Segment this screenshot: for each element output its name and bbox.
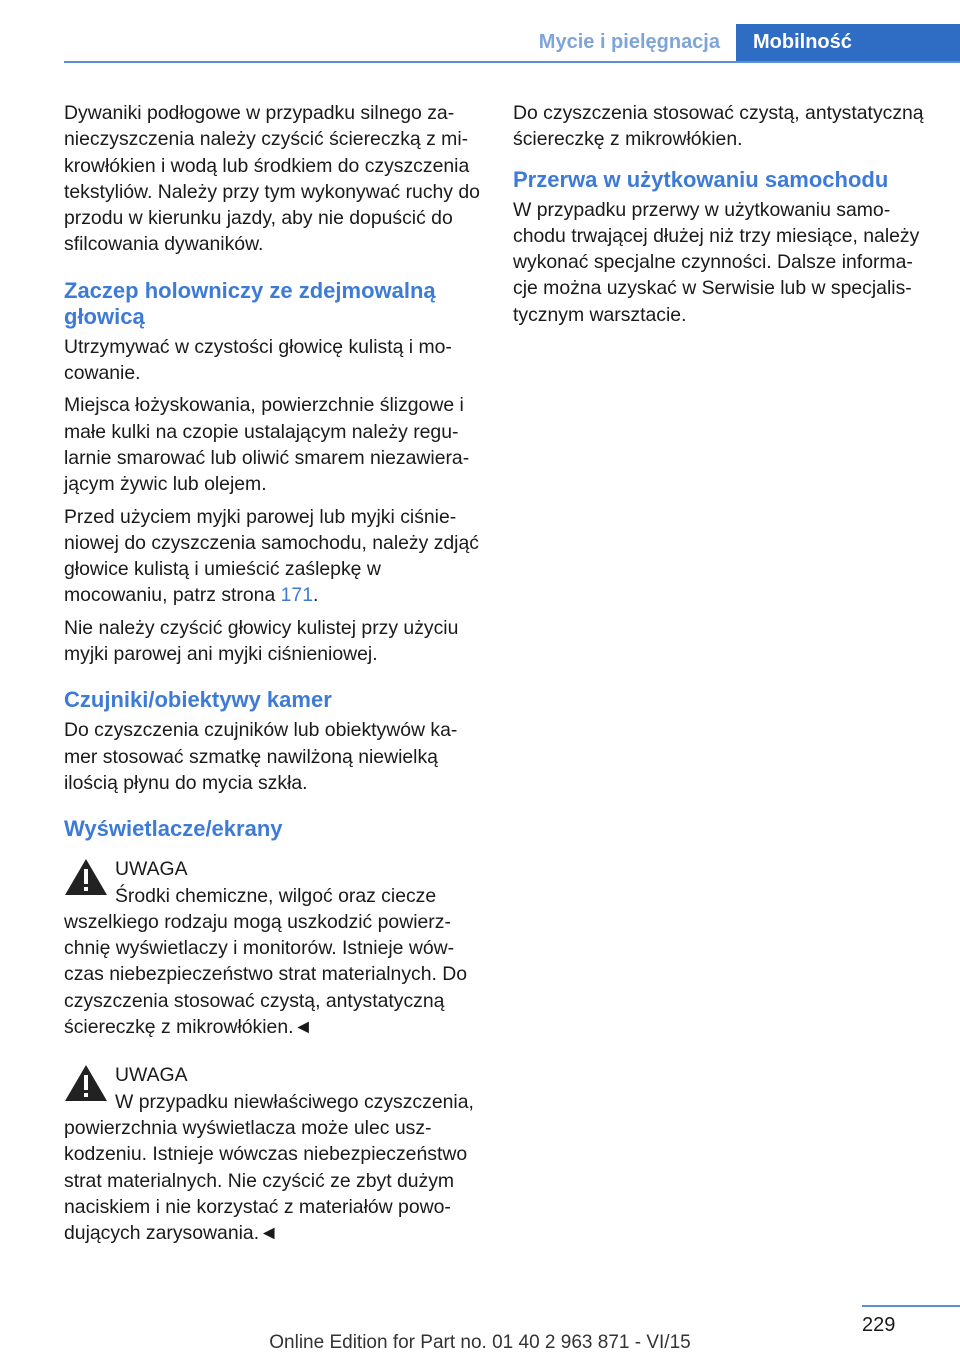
heading-sensors-cameras: Czujniki/obiektywy kamer: [64, 687, 332, 713]
heading-tow-hitch: Zaczep holowniczy ze zdejmowalną głowicą: [64, 277, 436, 329]
sensors-paragraph: Do czyszczenia czujników lub obiektywów kamer stosować szmatkę nawilżoną niewielką ilością płynu do mycia szkła.: [64, 719, 458, 794]
page-number: 229: [862, 1314, 896, 1336]
warning-2-title: UWAGA: [115, 1064, 188, 1087]
header-section-tab[interactable]: Mycie i pielęgnacja: [538, 31, 720, 53]
display-cleaning-paragraph: Do czyszczenia stosować czystą, antystatyczną ściereczkę z mikrowłókien.: [513, 102, 924, 151]
header-rule: [64, 61, 960, 63]
floor-mats-paragraph: Dywaniki podłogowe w przypadku silnego zanieczyszczenia należy czyścić ściereczką z mikrowłókien i wodą lub środkiem do czyszczenia tekstyliów. Należy przy tym wykonywać ruchy do przodu w kierunku jazdy, aby nie dopuścić do sfilcowania dywaników.: [64, 102, 480, 256]
right-column: [513, 100, 931, 334]
warning-block-2: [64, 1062, 482, 1246]
warning-1-body: Środki chemiczne, wilgoć oraz ciecze wszelkiego rodzaju mogą uszkodzić powierzchnię wyświetlaczy i monitorów. Istnieje wówczas niebezpieczeństwo strat materialnych. Do czyszczenia stosować czystą, antystatyczną ściereczkę z mikrowłókien.◄: [64, 884, 468, 1039]
warning-2-body: W przypadku niewłaściwego czyszczenia, powierzchnia wyświetlacza może ulec uszkodzeniu. Istnieje wówczas niebezpieczeństwo strat materialnych. Nie czyścić ze zbyt dużym naciskiem i nie korzystać z materiałów powodujących zarysowania.◄: [64, 1090, 474, 1245]
page-link-171[interactable]: 171: [280, 584, 313, 607]
header-chapter-tab[interactable]: Mobilność: [736, 24, 960, 61]
storage-paragraph: W przypadku przerwy w użytkowaniu samochodu trwającej dłużej niż trzy miesiące, należy wykonać specjalne czynności. Dalsze informacje można uzyskać w Serwisie lub w specjalistycznym warsztacie.: [513, 198, 920, 326]
footer-rule: [862, 1305, 960, 1307]
tow-paragraph-2: Miejsca łożyskowania, powierzchnie ślizgowe i małe kulki na czopie ustalającym należy regularnie smarować lub oliwić smarem niezawierającym żywic lub olejem.: [64, 394, 470, 496]
edition-footer: Online Edition for Part no. 01 40 2 963 871 - VI/15: [269, 1332, 691, 1353]
heading-vehicle-storage: Przerwa w użytkowaniu samochodu: [513, 166, 889, 192]
heading-displays: Wyświetlacze/ekrany: [64, 816, 283, 842]
tow-paragraph-4: Nie należy czyścić głowicy kulistej przy użyciu myjki parowej ani myjki ciśnieniowej.: [64, 616, 459, 666]
warning-1-title: UWAGA: [115, 858, 188, 881]
warning-triangle-icon: [64, 858, 108, 896]
tow-paragraph-3-text: Przed użyciem myjki parowej lub myjki ciśnieniowej do czyszczenia samochodu, należy zdjąć głowice kulistą i umieścić zaślepkę w mocowaniu, patrz strona: [64, 505, 479, 607]
tow-paragraph-3-end: .: [313, 584, 319, 607]
left-column: [64, 100, 482, 1246]
warning-triangle-icon: [64, 1064, 108, 1102]
tow-paragraph-1: Utrzymywać w czystości głowicę kulistą i mocowanie.: [64, 335, 452, 385]
warning-block-1: [64, 856, 482, 1040]
tow-paragraph-3: [64, 504, 482, 609]
